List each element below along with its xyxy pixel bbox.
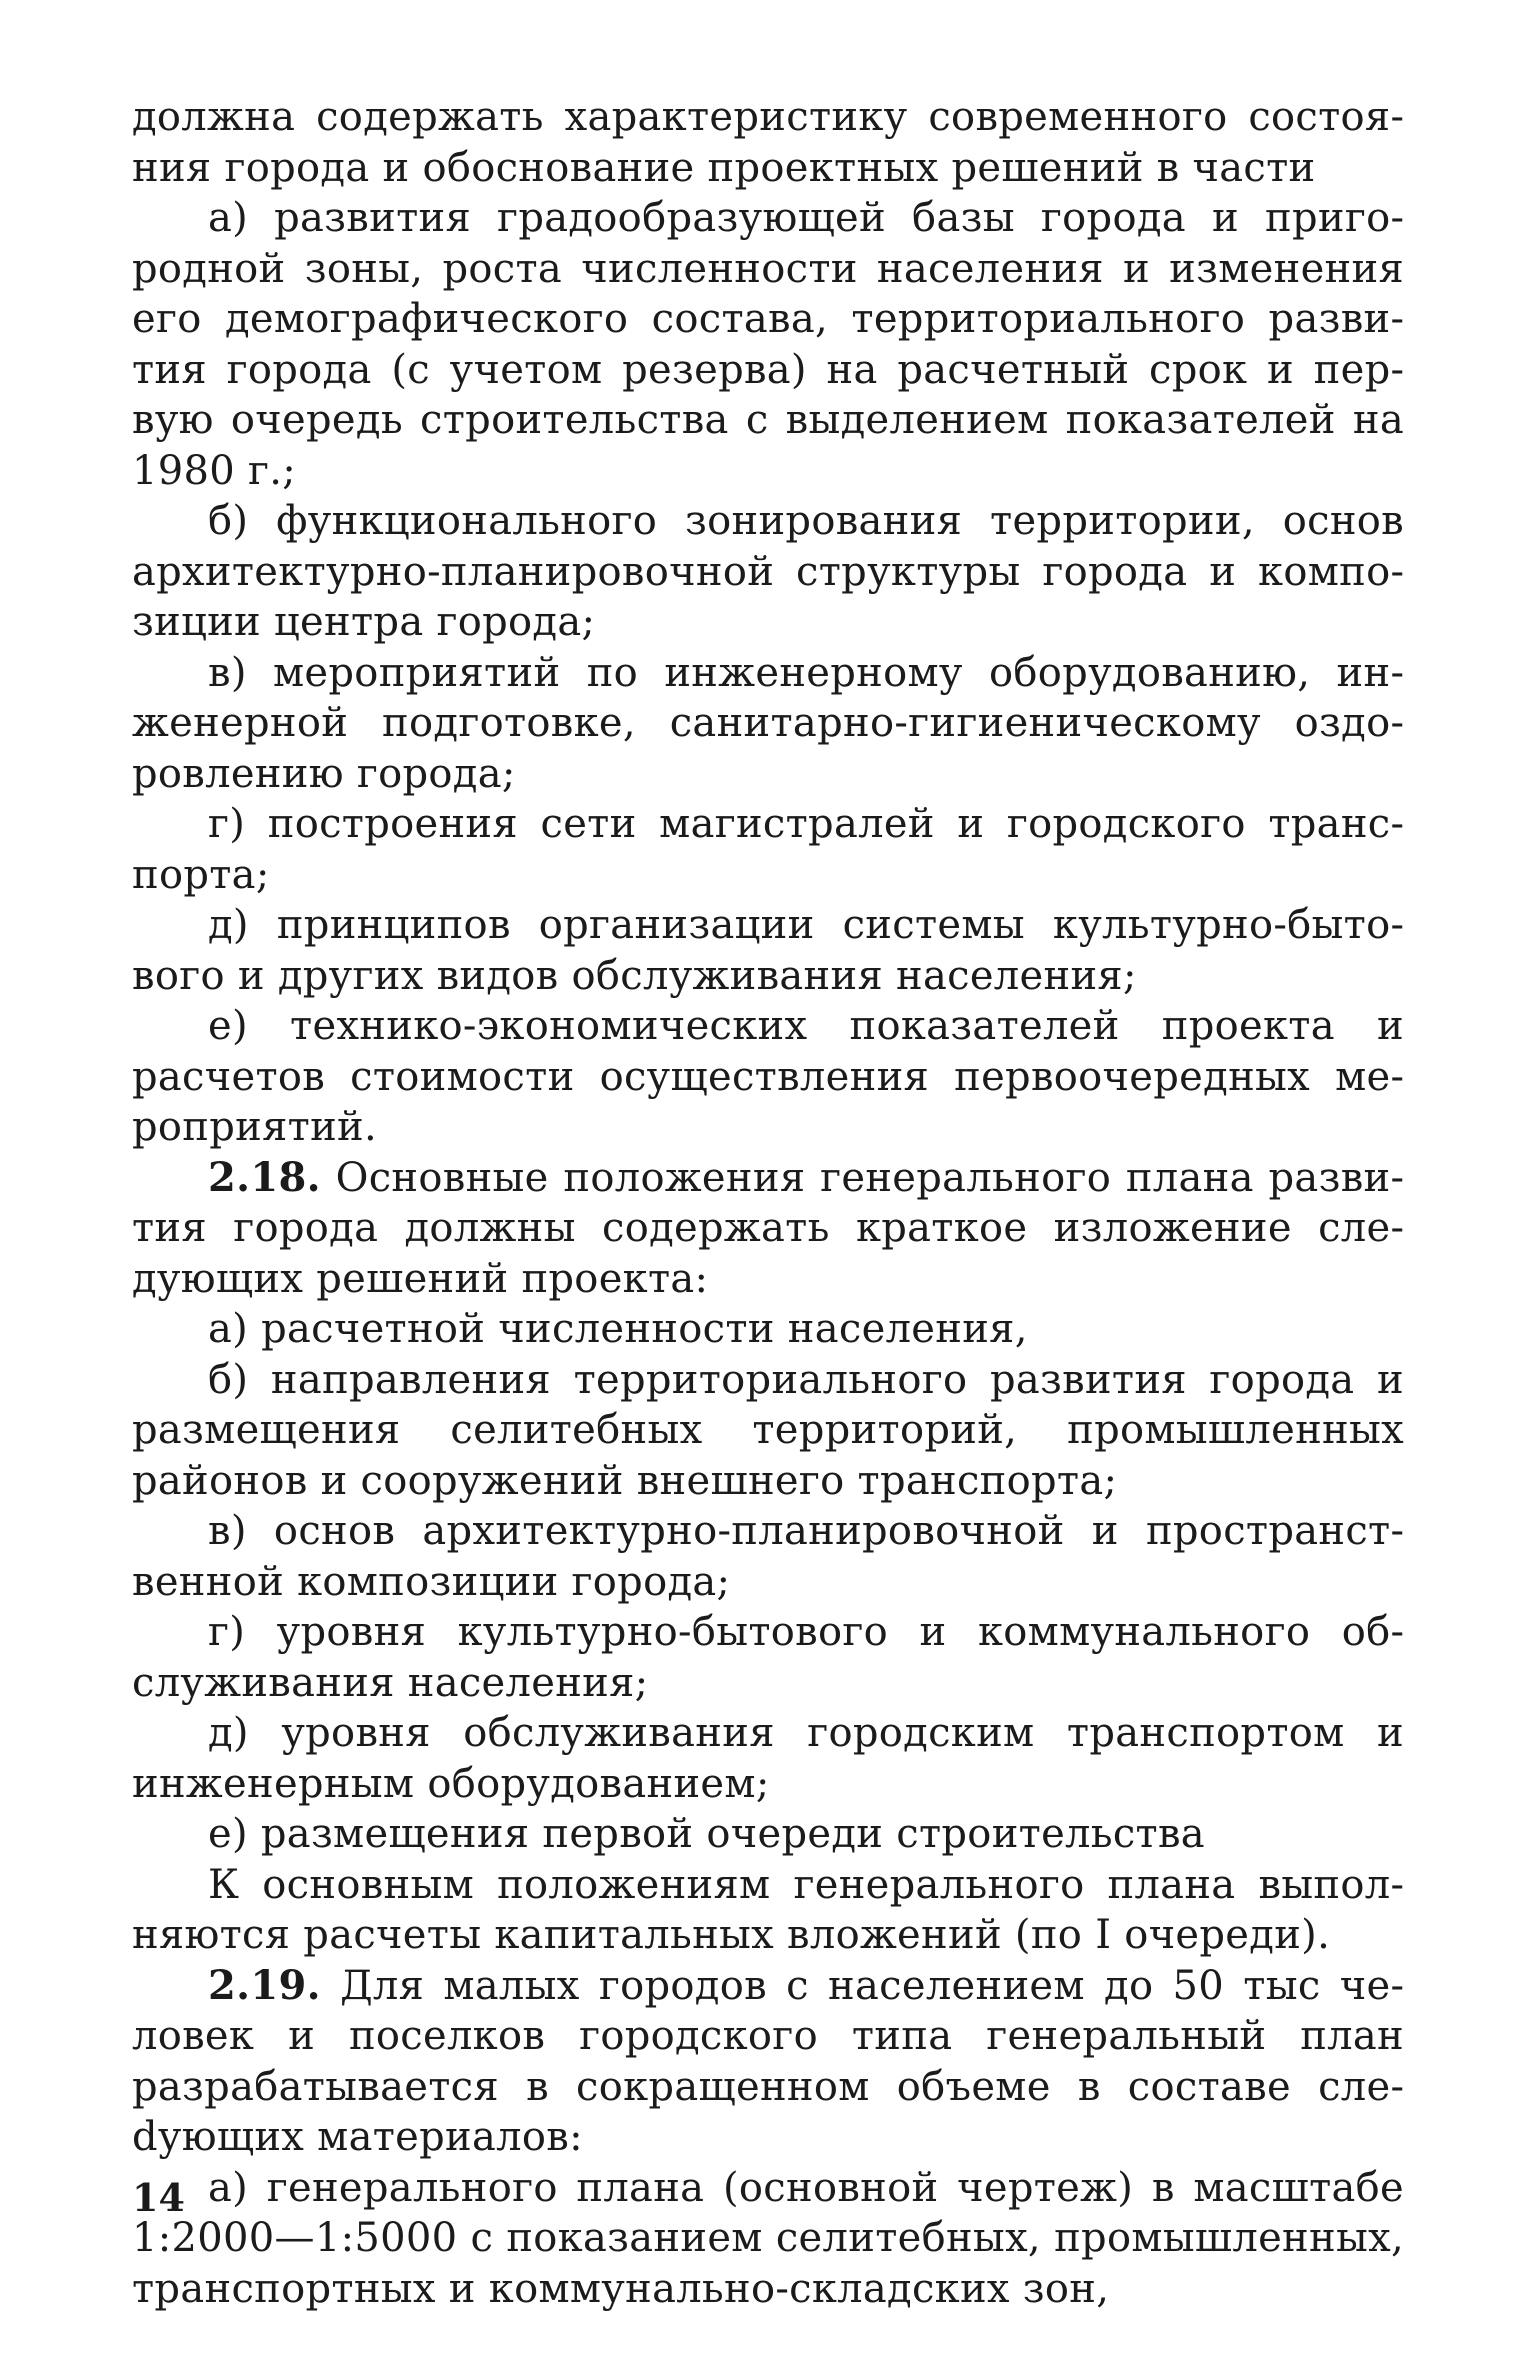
paragraph [132,1355,1404,1507]
paragraph-text: е) размещения первой очереди строительства [208,1811,1205,1857]
paragraph [132,1153,1404,1305]
paragraph-text: а) расчетной численности населения, [208,1306,1028,1352]
paragraph-text: д) принципов организации системы культурно-бытового и других видов обслуживания населения; [132,902,1404,999]
paragraph-text: д) уровня обслуживания городским транспортом и инженерным оборудованием; [132,1710,1404,1807]
paragraph-text: г) уровня культурно-бытового и коммунального обслуживания населения; [132,1609,1404,1706]
paragraph [132,1809,1404,1860]
paragraph-text: Для малых городов с населением до 50 тыс человек и поселков городского типа генеральный план разрабатывается в сокращенном объеме в составе слеdующих материалов: [132,1962,1404,2160]
page-body [132,92,1404,2314]
paragraph [132,648,1404,800]
paragraph-text: К основным положениям генерального плана выполняются расчеты капитальных вложений (по I очереди). [132,1861,1404,1958]
paragraph-text: б) направления территориального развития города и размещения селитебных территорий, промышленных районов и сооружений внешнего транспорта; [132,1356,1404,1504]
paragraph-text: б) функционального зонирования территории, основ архитектурно-планировочной структуры города и композиции центра города; [132,498,1404,645]
paragraph-text: Основные положения генерального плана развития города должны содержать краткое изложение следующих решений проекта: [132,1154,1404,1302]
paragraph [132,92,1404,193]
paragraph [132,496,1404,648]
page-number: 14 [132,2175,185,2220]
paragraph-text: в) основ архитектурно-планировочной и пространственной композиции города; [132,1508,1404,1605]
paragraph [132,1607,1404,1708]
paragraph-text: в) мероприятий по инженерному оборудованию, инженерной подготовке, санитарно-гигиеническому оздоровлению города; [132,649,1404,797]
paragraph [132,1860,1404,1961]
paragraph [132,1001,1404,1153]
paragraph-text: должна содержать характеристику современного состояния города и обоснование проектных решений в части [132,94,1404,191]
section-number: 2.19. [208,1961,321,2009]
paragraph-text: е) технико-экономических показателей проекта и расчетов стоимости осуществления первоочередных мероприятий. [132,1003,1404,1150]
paragraph [132,900,1404,1001]
section-number: 2.18. [208,1153,321,1201]
paragraph [132,1961,1404,2163]
paragraph-text: а) генерального плана (основной чертеж) в масштабе 1:2000—1:5000 с показанием селитебных, промышленных, транспортных и коммунально-складских зон, [132,2164,1404,2312]
paragraph [132,2163,1404,2315]
paragraph [132,799,1404,900]
paragraph [132,1708,1404,1809]
paragraph-text: а) развития градообразующей базы города и пригородной зоны, роста численности населения и изменения его демографического состава, территориального развития города (с учетом резерва) на расчетный срок и первую очередь строительства с выделением показателей на 1980 г.; [132,195,1404,494]
paragraph-text: г) построения сети магистралей и городского транспорта; [132,801,1404,898]
paragraph [132,1506,1404,1607]
paragraph [132,1304,1404,1355]
paragraph [132,193,1404,496]
